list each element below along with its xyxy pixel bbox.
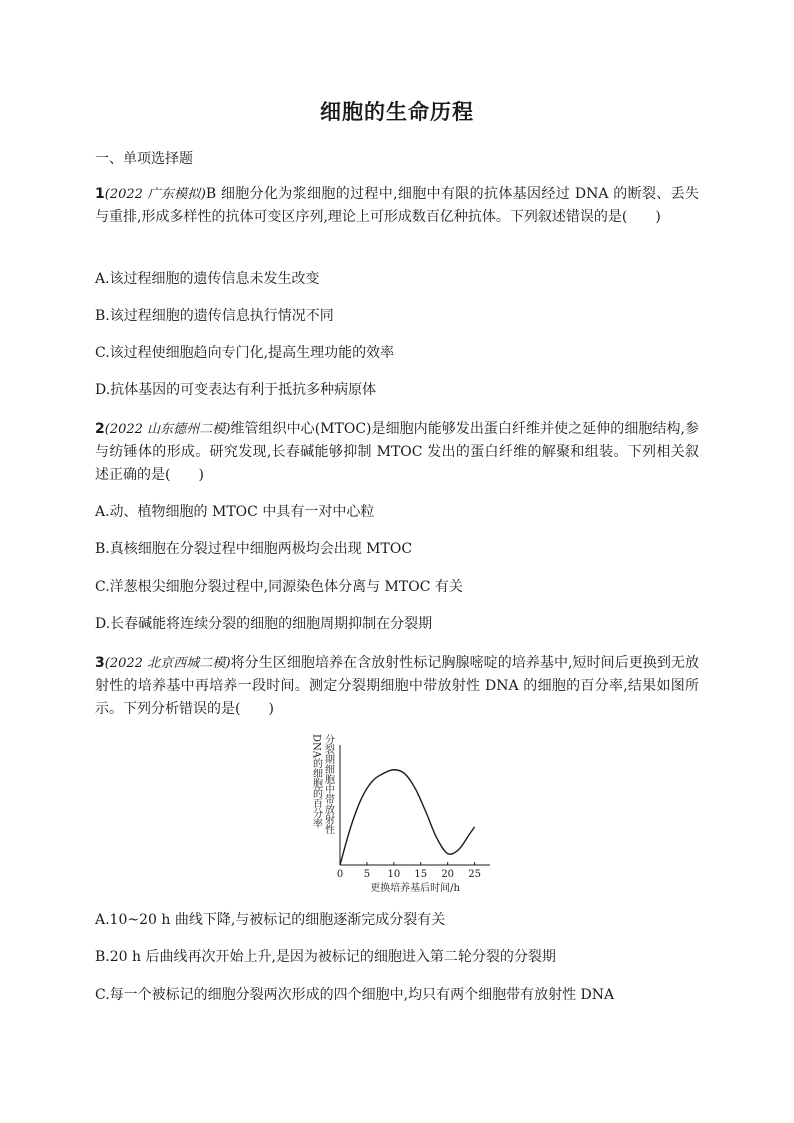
question-2-option-d[interactable]: D.长春碱能将连续分裂的细胞的细胞周期抑制在分裂期: [95, 616, 433, 632]
question-text: 维管组织中心(MTOC)是细胞内能够发出蛋白纤维并使之延伸的细胞结构,参与纺锤体的形成。研究发现,长春碱能够抑制 MTOC 发出的蛋白纤维的解聚和组装。下列相关叙述正确的是( ): [95, 421, 699, 483]
question-3-option-c[interactable]: C.每一个被标记的细胞分裂两次形成的四个细胞中,均只有两个细胞带有放射性 DNA: [95, 987, 615, 1003]
question-1-stem: [95, 183, 699, 229]
question-text: B 细胞分化为浆细胞的过程中,细胞中有限的抗体基因经过 DNA 的断裂、丢失与重排,形成多样性的抗体可变区序列,理论上可形成数百亿种抗体。下列叙述错误的是( ): [95, 186, 699, 225]
page-title: 细胞的生命历程: [320, 100, 474, 124]
chart-ylabel: [311, 733, 335, 834]
chart-ylabel-line-2: DNA的细胞的百分率: [310, 734, 322, 828]
radioactive-dna-chart: [300, 730, 500, 895]
chart-x-tick-label: 5: [363, 869, 371, 880]
question-number: 1: [95, 186, 105, 202]
question-1-option-d[interactable]: D.抗体基因的可变表达有利于抵抗多种病原体: [95, 382, 377, 398]
question-3-option-a[interactable]: A.10~20 h 曲线下降,与被标记的细胞逐渐完成分裂有关: [95, 912, 446, 928]
chart-ylabel-line-1: 分裂期细胞中带放射性: [322, 734, 334, 834]
question-2-option-a[interactable]: A.动、植物细胞的 MTOC 中具有一对中心粒: [95, 504, 375, 520]
question-2-stem: [95, 418, 699, 487]
question-source: (2022 广东模拟): [104, 187, 206, 202]
question-3-stem: [95, 652, 699, 721]
question-1-option-a[interactable]: A.该过程细胞的遗传信息未发生改变: [95, 271, 320, 287]
chart-x-tick-label: 20: [441, 869, 455, 880]
question-1-option-b[interactable]: B.该过程细胞的遗传信息执行情况不同: [95, 308, 334, 324]
question-source: (2022 北京西城二模): [104, 656, 231, 671]
chart-x-tick-label: 0: [336, 869, 344, 880]
chart-x-tick-label: 25: [468, 869, 481, 880]
chart-x-tick-label: 15: [414, 869, 428, 880]
section-heading: 一、单项选择题: [95, 151, 193, 167]
chart-x-tick-label: 10: [387, 869, 401, 880]
question-number: 3: [95, 655, 105, 671]
chart-xlabel: 更换培养基后时间/h: [370, 883, 460, 894]
chart-series-line: [340, 770, 475, 865]
chart-svg: [300, 730, 500, 895]
question-text: 将分生区细胞培养在含放射性标记胸腺嘧啶的培养基中,短时间后更换到无放射性的培养基中再培养一段时间。测定分裂期细胞中带放射性 DNA 的细胞的百分率,结果如图所示。下列分析错误的是( ): [95, 655, 699, 717]
question-1-option-c[interactable]: C.该过程使细胞趋向专门化,提高生理功能的效率: [95, 345, 395, 361]
question-3-option-b[interactable]: B.20 h 后曲线再次开始上升,是因为被标记的细胞进入第二轮分裂的分裂期: [95, 949, 556, 965]
question-source: (2022 山东德州二模): [104, 422, 231, 437]
question-number: 2: [95, 421, 105, 437]
question-2-option-c[interactable]: C.洋葱根尖细胞分裂过程中,同源染色体分离与 MTOC 有关: [95, 579, 463, 595]
question-2-option-b[interactable]: B.真核细胞在分裂过程中细胞两极均会出现 MTOC: [95, 541, 413, 557]
